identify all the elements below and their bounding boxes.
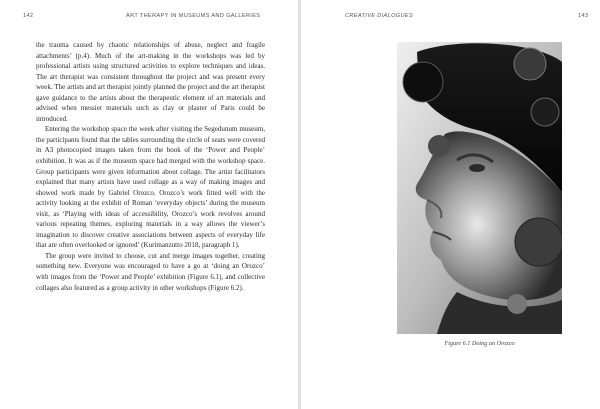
paragraph: Entering the workshop space the week after visiting the Segedunum museum, the participants found that the tables surrounding the circle of seats were covered in A3 photocopied images taken from the book of the ‘Power and People’ exhibition. It was as if the museum space had merged with the workshop space. Group participants were given information about collage. The artist facilitators explained that many artists have used collage as a way of making images and showed work made by Gabriel Orozco. Orozco’s work fitted well with the activity looking at the exhibit of Roman ‘everyday objects’ during the museum visit, as ‘Playing with ideas of accessibility, Orozco’s work revolves around various repeating themes, exploring materials in a way allows the viewer’s imagination to discover creative associations between aspects of everyday life that are often overlooked or ignored’ (Kurimanzutto 2018, paragraph 1). <box>36 125 265 250</box>
figure-photo-collage <box>397 42 562 334</box>
right-page-number: 143 <box>578 13 589 19</box>
figure-caption: Figure 6.1 Doing an Orozco <box>444 340 515 347</box>
right-running-head: CREATIVE DIALOGUES <box>345 13 414 19</box>
body-text <box>36 40 265 293</box>
left-page-number: 142 <box>23 13 34 19</box>
right-page <box>301 0 600 409</box>
left-page <box>0 0 298 409</box>
paragraph: The group were invited to choose, cut and merge images together, creating something new. Everyone was encouraged to have a go at ‘doing an Orozco’ with images from the ‘Power and People’ exhibition (Figure 6.1), and collective collages also featured as a group activity in other workshops (Figure 6.2). <box>36 251 265 292</box>
left-running-head: ART THERAPY IN MUSEUMS AND GALLERIES <box>126 13 261 19</box>
paragraph: the trauma caused by chaotic relationships of abuse, neglect and fragile attachments’ (p.4). Much of the art-making in the workshops was led by professional artists using structured activities to explore techniques and ideas. The art therapist was consistent throughout the project and was present every week. The artists and art therapist jointly planned the project and the art therapist gave guidance to the artists about the therapeutic element of art materials and advised when messier materials such as clay or plaster of Paris could be introduced. <box>36 41 265 123</box>
